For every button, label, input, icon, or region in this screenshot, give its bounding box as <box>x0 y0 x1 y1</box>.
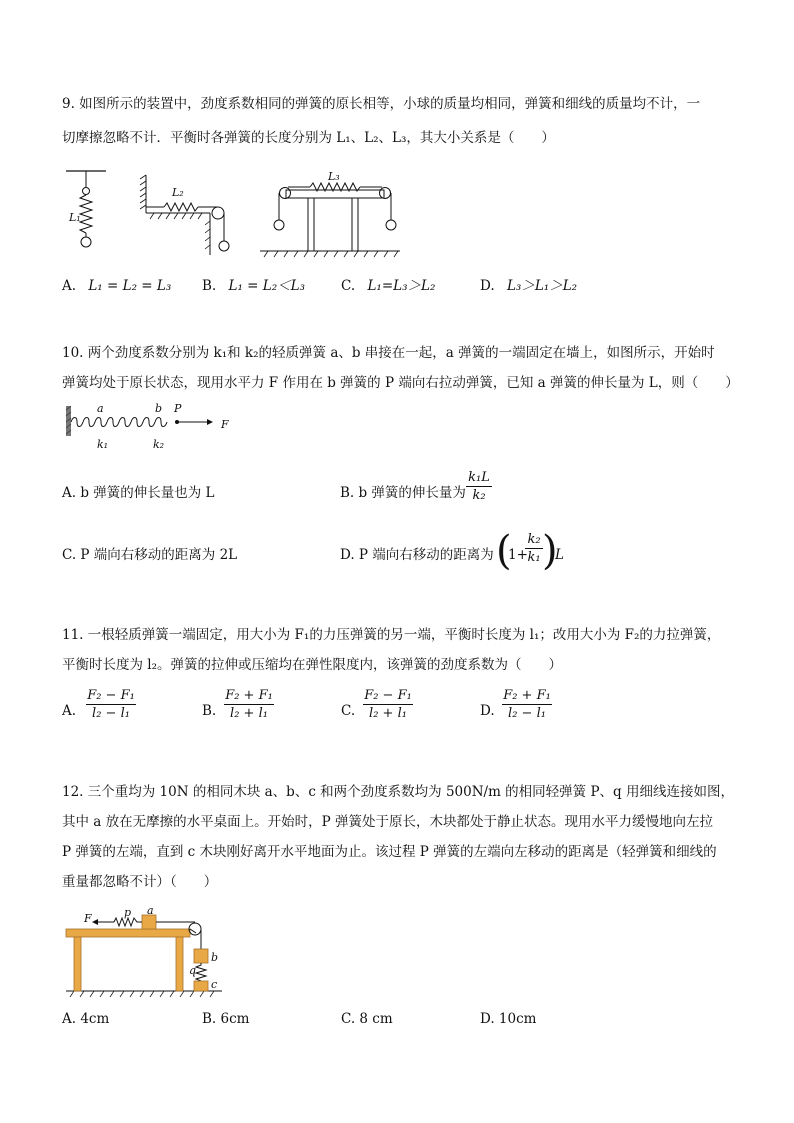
q10-option-d-lparen: ( <box>496 528 512 574</box>
q11-option-b[interactable]: B. <box>202 703 217 719</box>
q11-option-c-denominator: l₂ + l₁ <box>369 706 407 721</box>
q11-option-c[interactable]: C. <box>341 703 356 719</box>
q9-label-l2: L₂ <box>172 186 184 199</box>
q10-option-d[interactable] <box>340 545 494 565</box>
q10-option-d-denominator: k₁ <box>527 550 541 565</box>
q10-label-b: b <box>155 402 163 415</box>
q9-label-l3: L₃ <box>328 170 340 183</box>
q9-option-d-letter: D. <box>480 278 495 294</box>
q10-option-b-denominator: k₂ <box>472 488 486 503</box>
q11-option-d-numerator: F₂ + F₁ <box>503 688 551 703</box>
q10-label-k1: k₁ <box>97 438 109 451</box>
q9-option-b-text: L₁ = L₂＜L₃ <box>228 278 306 294</box>
q11-option-b-numerator: F₂ + F₁ <box>225 688 273 703</box>
q9-option-a-letter: A. <box>62 278 77 294</box>
q10-option-d-text: D. P 端向右移动的距离为 <box>340 547 494 563</box>
q10-option-b[interactable] <box>340 483 466 503</box>
q10-option-d-fraction <box>525 532 543 565</box>
q12-stem-line2: 其中 a 放在无摩擦的水平桌面上。开始时，P 弹簧处于原长，木块都处于静止状态。现用水平力缓慢地向左拉 <box>62 814 714 830</box>
q9-option-b[interactable] <box>202 276 305 296</box>
q10-option-c[interactable]: C. P 端向右移动的距离为 2L <box>62 547 238 563</box>
q12-label-c: c <box>211 978 218 991</box>
q12-option-b[interactable]: B. 6cm <box>202 1011 250 1027</box>
q11-option-d-denominator: l₂ − l₁ <box>508 706 546 721</box>
q10-option-a[interactable]: A. b 弹簧的伸长量也为 L <box>62 485 215 501</box>
q12-option-a[interactable]: A. 4cm <box>62 1011 110 1027</box>
q12-label-q: q <box>189 964 197 977</box>
q12-label-p: p <box>124 906 132 919</box>
q9-label-l1: L₁ <box>69 211 81 224</box>
q11-option-b-fraction <box>224 688 274 721</box>
q9-option-c-letter: C. <box>341 278 356 294</box>
q11-option-b-denominator: l₂ + l₁ <box>230 706 268 721</box>
q10-option-d-numerator: k₂ <box>527 532 541 547</box>
q9-option-c[interactable] <box>341 276 435 296</box>
q12-label-f: F <box>84 912 92 925</box>
q9-option-c-text: L₁=L₃＞L₂ <box>367 278 436 294</box>
q10-option-b-fraction <box>466 470 492 503</box>
q10-label-p: P <box>174 402 182 415</box>
q10-option-d-tail: L <box>555 547 564 563</box>
q9-option-a[interactable] <box>62 276 171 296</box>
q12-label-a: a <box>147 904 154 917</box>
q11-option-a-denominator: l₂ − l₁ <box>92 706 130 721</box>
q11-option-a-numerator: F₂ − F₁ <box>87 688 135 703</box>
q10-option-b-text: B. b 弹簧的伸长量为 <box>340 485 466 501</box>
q12-label-b: b <box>211 951 219 964</box>
q10-option-b-numerator: k₁L <box>468 470 490 485</box>
q12-stem-line4: 重量都忽略不计）（ ） <box>62 874 218 890</box>
q9-option-d-text: L₃＞L₁＞L₂ <box>506 278 578 294</box>
q12-option-d[interactable]: D. 10cm <box>480 1011 537 1027</box>
q9-stem-line2: 切摩擦忽略不计．平衡时各弹簧的长度分别为 L₁、L₂、L₃，其大小关系是（ ） <box>62 130 555 146</box>
q11-option-d[interactable]: D. <box>480 703 495 719</box>
q10-label-f: F <box>221 418 229 431</box>
q10-option-d-one: 1+ <box>508 547 528 563</box>
q12-stem-line3: P 弹簧的左端，直到 c 木块刚好离开水平地面为止。该过程 P 弹簧的左端向左移动的距离是（轻弹簧和细线的 <box>62 844 717 860</box>
q12-option-c[interactable]: C. 8 cm <box>341 1011 393 1027</box>
q10-label-k2: k₂ <box>153 438 165 451</box>
q11-stem-line1: 11. 一根轻质弹簧一端固定，用大小为 F₁的力压弹簧的另一端，平衡时长度为 l₁；改用大小为 F₂的力拉弹簧， <box>62 627 721 643</box>
q9-stem-line1: 9. 如图所示的装置中，劲度系数相同的弹簧的原长相等，小球的质量均相同，弹簧和细线的质量均不计，一 <box>62 96 701 112</box>
q11-option-a-fraction <box>86 688 136 721</box>
q10-stem-line2: 弹簧均处于原长状态，现用水平力 F 作用在 b 弹簧的 P 端向右拉动弹簧，已知 a 弹簧的伸长量为 L，则（ ） <box>62 375 739 391</box>
q11-stem-line2: 平衡时长度为 l₂。弹簧的拉伸或压缩均在弹性限度内，该弹簧的劲度系数为（ ） <box>62 657 563 673</box>
q10-stem-line1: 10. 两个劲度系数分别为 k₁和 k₂的轻质弹簧 a、b 串接在一起，a 弹簧的一端固定在墙上，如图所示，开始时 <box>62 345 715 361</box>
q11-option-c-numerator: F₂ − F₁ <box>364 688 412 703</box>
q11-option-d-fraction <box>502 688 552 721</box>
q9-option-d[interactable] <box>480 276 577 296</box>
q11-option-a[interactable]: A. <box>62 703 77 719</box>
q9-option-a-text: L₁ = L₂ = L₃ <box>88 278 172 294</box>
q10-label-a: a <box>97 402 104 415</box>
q10-option-d-rparen: ) <box>542 528 558 574</box>
q11-option-c-fraction <box>363 688 413 721</box>
q12-stem-line1: 12. 三个重均为 10N 的相同木块 a、b、c 和两个劲度系数均为 500N/m 的相同轻弹簧 P、q 用细线连接如图， <box>62 784 734 800</box>
q10-figure <box>62 402 242 452</box>
q9-option-b-letter: B. <box>202 278 217 294</box>
q9-figure <box>60 165 410 265</box>
